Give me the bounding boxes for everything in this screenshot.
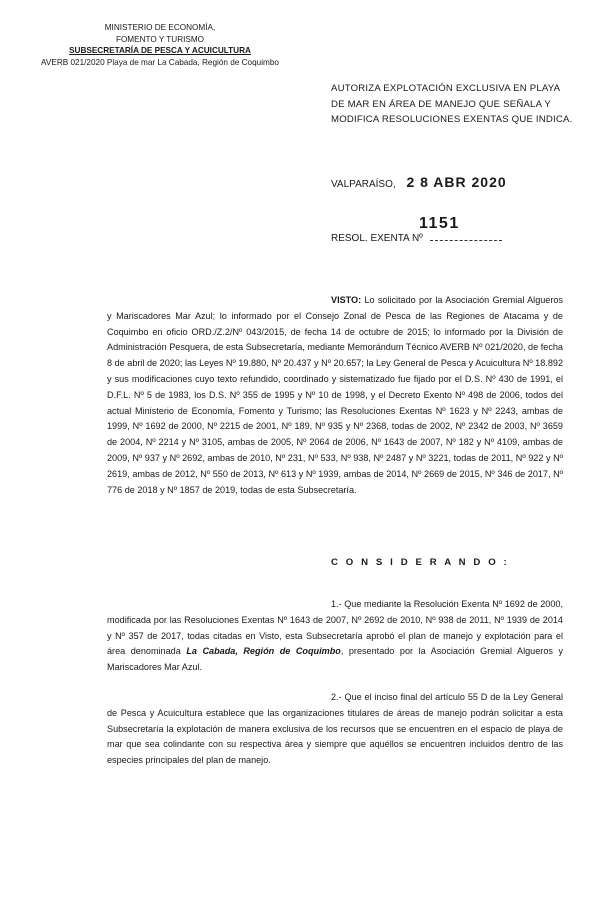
subsecretaria-name: SUBSECRETARÍA DE PESCA Y ACUICULTURA: [69, 46, 251, 56]
paragraph-2-number: 2.-: [331, 692, 342, 702]
considerando-paragraph-2: [107, 690, 563, 769]
resolution-label: RESOL. EXENTA Nº: [331, 233, 423, 244]
document-title: [331, 81, 581, 128]
paragraph-1-number: 1.-: [331, 599, 342, 609]
resolution-stamp-number: 1151: [419, 215, 460, 232]
visto-paragraph: [107, 293, 563, 498]
resolution-number: [331, 215, 502, 244]
city: VALPARAÍSO,: [331, 179, 396, 190]
visto-label: VISTO:: [331, 295, 362, 305]
reference-line: AVERB 021/2020 Playa de mar La Cabada, Región de Coquimbo: [41, 57, 279, 67]
place-and-date: [331, 174, 507, 190]
number-underline: [430, 232, 502, 241]
considerando-heading: C O N S I D E R A N D O :: [331, 557, 510, 568]
considerando-paragraph-1: [107, 597, 563, 676]
title-line-1: AUTORIZA EXPLOTACIÓN EXCLUSIVA EN PLAYA: [331, 83, 561, 94]
paragraph-2-text: Que el inciso final del artículo 55 D de la Ley General de Pesca y Acuicultura establece que las organizaciones titulares de áreas de manejo podrán solicitar a esta Subsecretaría la explotación de manera exclusiva de los recursos que se encuentren en el espacio de playa de mar que sea colindante con su respectiva área y siempre que aquéllos se encuentren incluidos dentro de las especies principales del plan de manejo.: [107, 692, 564, 766]
paragraph-1-text-a: Que mediante la Resolución Exenta Nº 1692 de 2000, modificada por las Resoluciones Exentas Nº 1643 de 2007, Nº 2692 de 2010, Nº 938 de 2011, Nº 1939 de 2014 y Nº 357 de 2017, todas citadas en Visto, esta Subsecretaría aprobó el plan de manejo y explotación para el área denominada: [107, 599, 563, 657]
title-line-3: MODIFICA RESOLUCIONES EXENTAS QUE INDICA.: [331, 114, 573, 125]
area-name: La Cabada, Región de Coquimbo: [186, 646, 341, 657]
document-header: [40, 22, 280, 68]
paragraph-1-text-b: , presentado por la Asociación Gremial Algueros y Mariscadores Mar Azul.: [107, 646, 563, 673]
ministry-line-2: FOMENTO Y TURISMO: [115, 34, 205, 44]
date-stamp: 2 8 ABR 2020: [406, 174, 507, 190]
visto-text: Lo solicitado por la Asociación Gremial Algueros y Mariscadores Mar Azul; lo informado por el Consejo Zonal de Pesca de las Regiones de Atacama y de Coquimbo en oficio ORD./Z.2/Nº 043/2015, de fecha 14 de octubre de 2015; lo informado por la División de Administración Pesquera, de esta Subsecretaría, mediante Memorándum Técnico AVERB Nº 021/2020, de fecha 8 de abril de 2020; las Leyes Nº 19.880, Nº 20.437 y Nº 20.657; la Ley General de Pesca y Acuicultura Nº 18.892 y sus modificaciones cuyo texto refundido, coordinado y sistematizado fue fijado por el D.S. Nº 430 de 1991, el D.F.L. Nº 5 de 1983, los D.S. Nº 355 de 1995 y Nº 10 de 1998, y el Decreto Exento Nº 498 de 2006, todos del actual Ministerio de Economía, Fomento y Turismo; las Resoluciones Exentas Nº 1623 y Nº 2243, ambas de 1999, Nº 1692 de 2000, Nº 2215 de 2001, Nº 189, Nº 935 y Nº 2368, todas de 2002, Nº 2342 de 2003, Nº 3659 de 2004, Nº 2214 y Nº 3105, ambas de 2005, Nº 2064 de 2006, Nº 1643 de 2007, Nº 182 y Nº 4109, ambas de 2009, Nº 937 y Nº 2692, ambas de 2010, Nº 231, Nº 533, Nº 938, Nº 2487 y Nº 3221, todas de 2011, Nº 922 y Nº 2619, ambas de 2012, Nº 550 de 2013, Nº 613 y Nº 1939, ambas de 2014, Nº 2669 de 2015, Nº 346 de 2017, Nº 776 de 2018 y Nº 1857 de 2019, todas de esta Subsecretaría.: [107, 295, 564, 495]
title-line-2: DE MAR EN ÁREA DE MANEJO QUE SEÑALA Y: [331, 98, 551, 110]
ministry-line-1: MINISTERIO DE ECONOMÍA,: [104, 23, 216, 32]
